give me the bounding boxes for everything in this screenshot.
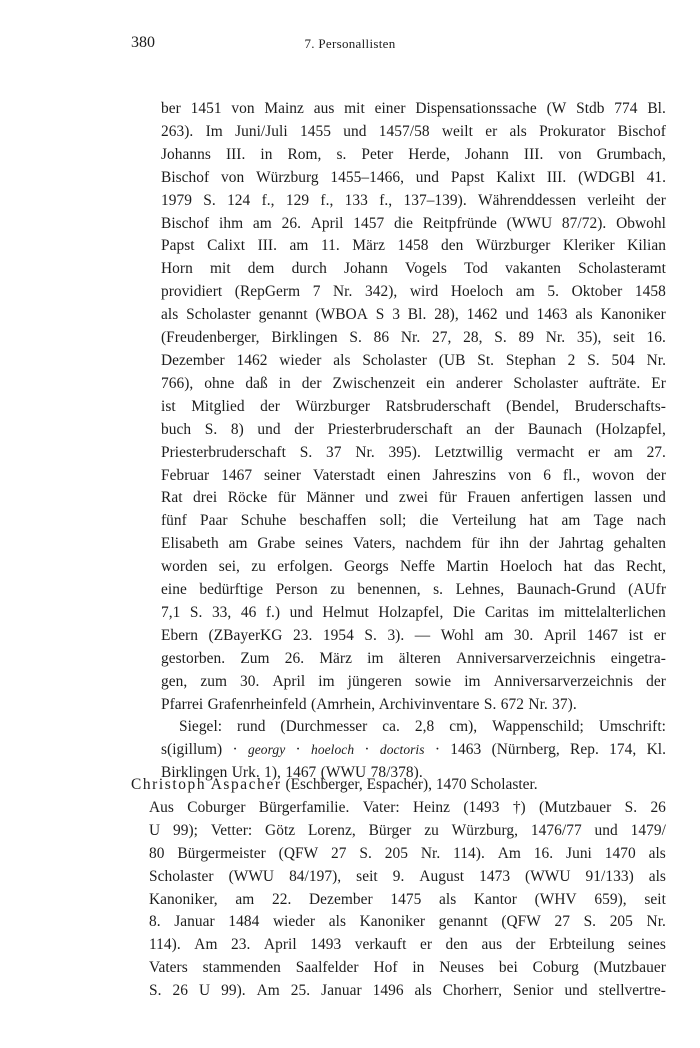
text-line: S. 26 U 99). Am 25. Januar 1496 als Chorherr, Senior und stellvertre- [149, 982, 666, 1000]
text-line: gen, zum 30. April im jüngeren sowie im Anniversarverzeichnis der [161, 672, 666, 690]
text-line: Johanns III. in Rom, s. Peter Herde, Johann III. von Grumbach, [161, 145, 666, 163]
text-line: 80 Bürgermeister (QFW 27 S. 205 Nr. 114). Am 16. Juni 1470 als [149, 844, 666, 862]
text-line: eine bedürftige Person zu benennen, s. Lehnes, Baunach-Grund (AUfr [161, 581, 666, 599]
text-line: Horn mit dem durch Johann Vogels Tod vakanten Scholasteramt [161, 260, 666, 278]
text-line: ist Mitglied der Würzburger Ratsbruderschaft (Bendel, Bruderschafts- [161, 397, 666, 415]
text-line: 766), ohne daß in der Zwischenzeit ein anderer Scholaster aufträte. Er [161, 374, 666, 392]
text-line: Pfarrei Grafenrheinfeld (Amrhein, Archivinventare S. 672 Nr. 37). [161, 695, 577, 713]
text-line: Papst Calixt III. am 11. März 1458 den Würzburger Kleriker Kilian [161, 237, 666, 255]
text-line: Rat drei Röcke für Männer und zwei für Frauen anfertigen lassen und [161, 489, 666, 507]
main-text [0, 98, 700, 785]
text-line: 1979 S. 124 f., 129 f., 133 f., 137–139). Währenddessen verleiht der [161, 191, 666, 209]
entry-christoph-aspacher [0, 774, 700, 1003]
text-line: Februar 1467 seiner Vaterstadt einen Jahreszins von 6 fl., wovon der [161, 466, 666, 484]
text-line: providiert (RepGerm 7 Nr. 342), wird Hoeloch am 5. Oktober 1458 [161, 283, 666, 301]
text-line: Ebern (ZBayerKG 23. 1954 S. 3). — Wohl am 30. April 1467 ist er [161, 626, 666, 644]
text-line: gestorben. Zum 26. März im älteren Anniversarverzeichnis eingetra- [161, 649, 666, 667]
text-line: als Scholaster genannt (WBOA S 3 Bl. 28), 1462 und 1463 als Kanoniker [161, 306, 666, 324]
running-title: 7. Personallisten [304, 36, 396, 51]
text-line: 263). Im Juni/Juli 1455 und 1457/58 weilt er als Prokurator Bischof [161, 122, 666, 140]
text-line: (Freudenberger, Birklingen S. 86 Nr. 27, 28, S. 89 Nr. 35), seit 16. [161, 329, 666, 347]
text-line: 114). Am 23. April 1493 verkauft er den aus der Erbteilung seines [149, 936, 666, 954]
text-line: 8. Januar 1484 wieder als Kanoniker genannt (QFW 27 S. 205 Nr. [149, 913, 666, 931]
text-line: buch S. 8) und der Priesterbruderschaft an der Baunach (Holzapfel, [161, 420, 666, 438]
text-line: s(igillum) · georgy · hoeloch · doctoris · 1463 (Nürnberg, Rep. 174, Kl. [161, 741, 666, 759]
legend-word: hoeloch [311, 742, 355, 758]
text-line: Dezember 1462 wieder als Scholaster (UB St. Stephan 2 S. 504 Nr. [161, 351, 666, 369]
entry-body [0, 797, 666, 1003]
entry-heading-rest: (Eschberger, Espacher), 1470 Scholaster. [281, 776, 538, 793]
text-line: Aus Coburger Bürgerfamilie. Vater: Heinz (1493 †) (Mutzbauer S. 26 [149, 798, 666, 816]
entry-heading [0, 774, 700, 797]
paragraph-hoeloch-biography [0, 98, 666, 716]
text-line: ber 1451 von Mainz aus mit einer Dispensationssache (W Stdb 774 Bl. [161, 100, 666, 117]
text-line: worden sei, zu erfolgen. Georgs Neffe Martin Hoeloch hat das Recht, [161, 558, 666, 576]
text-line: Bischof von Würzburg 1455–1466, und Papst Kalixt III. (WDGBl 41. [161, 168, 666, 186]
text-line: Elisabeth am Grabe seines Vaters, nachdem für ihn der Jahrtag gehalten [161, 535, 666, 553]
person-name: Christoph Aspacher [131, 776, 282, 793]
text-line: Vaters stammenden Saalfelder Hof in Neuses bei Coburg (Mutzbauer [149, 959, 666, 977]
text-line: Scholaster (WWU 84/197), seit 9. August 1473 (WWU 91/133) als [149, 867, 666, 885]
legend-word: georgy [247, 742, 286, 758]
text-line: fünf Paar Schuhe beschaffen soll; die Verteilung hat am Tage nach [161, 512, 666, 530]
text-line: 7,1 S. 33, 46 f.) und Helmut Holzapfel, Die Caritas im mittelalterlichen [161, 603, 666, 621]
page-header [0, 34, 700, 54]
text-line: Siegel: rund (Durchmesser ca. 2,8 cm), Wappenschild; Umschrift: [179, 718, 666, 736]
text-line: Birklingen Urk. 1), 1467 (WWU 78/378). [161, 764, 423, 782]
text-line: Kanoniker, am 22. Dezember 1475 als Kantor (WHV 659), seit [149, 890, 666, 908]
text-line: Bischof ihm am 26. April 1457 die Reitpfründe (WWU 87/72). Obwohl [161, 214, 666, 232]
text-line: U 99); Vetter: Götz Lorenz, Bürger zu Würzburg, 1476/77 und 1479/ [149, 821, 666, 839]
legend-word: doctoris [379, 742, 425, 758]
page-number: 380 [131, 34, 155, 51]
text-line: Priesterbruderschaft S. 37 Nr. 395). Letztwillig vermacht er am 27. [161, 443, 666, 461]
